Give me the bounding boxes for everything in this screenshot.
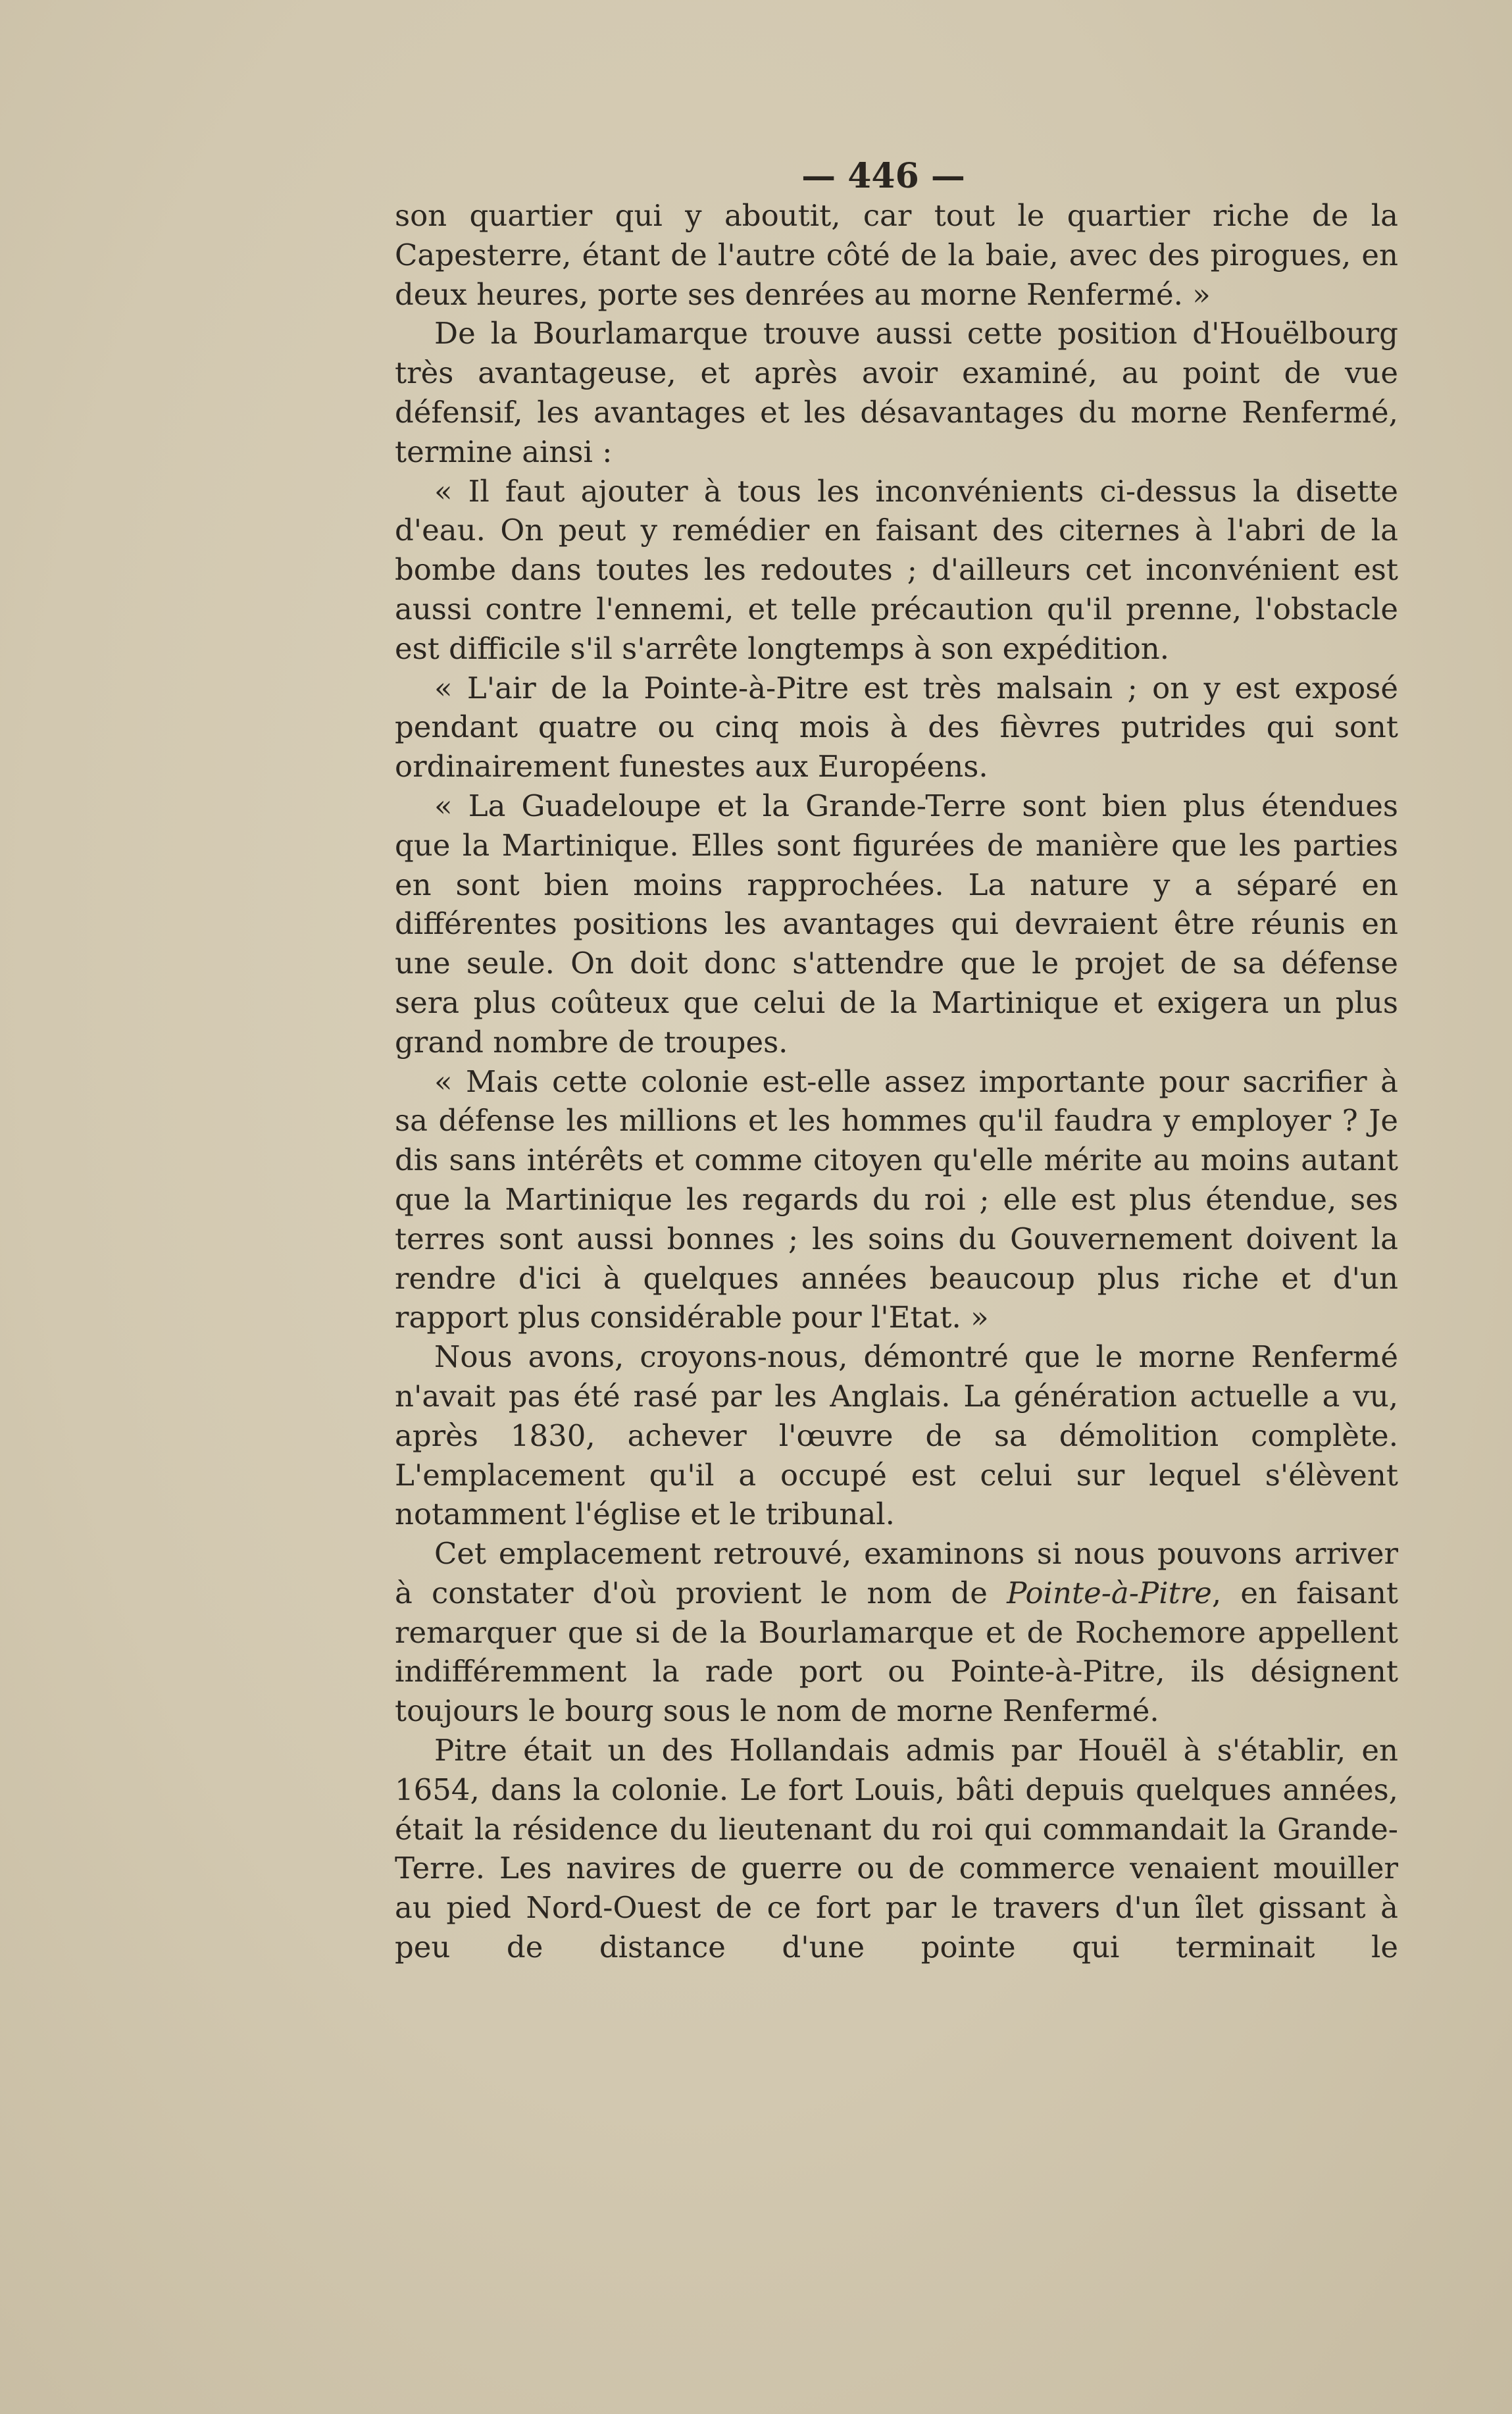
paragraph-9: Pitre était un des Hollandais admis par Houël à s'établir, en 1654, dans la colonie. Le fort Louis, bâti depuis quelques années, était la résidence du lieutenant du roi qui commandait la Grande-Terre. Les navires de guerre ou de commerce venaient mouiller au pied Nord-Ouest de ce fort par le travers d'un îlet gissant à peu de distance d'une pointe qui terminait le: [395, 1733, 1398, 1965]
paragraph-7: Nous avons, croyons-nous, démontré que le morne Renfermé n'avait pas été rasé par les Anglais. La génération actuelle a vu, après 1830, achever l'œuvre de sa démolition complète. L'emplacement qu'il a occupé est celui sur lequel s'élèvent notamment l'église et le tribunal.: [395, 1339, 1398, 1532]
paragraph-2: De la Bourlamarque trouve aussi cette position d'Houëlbourg très avantageuse, et après avoir examiné, au point de vue défensif, les avantages et les désavantages du morne Renfermé, termine ainsi :: [395, 316, 1398, 469]
paragraph-6: « Mais cette colonie est-elle assez importante pour sacrifier à sa défense les millions et les hommes qu'il faudra y employer ? Je dis sans intérêts et comme citoyen qu'elle mérite au moins autant que la Martinique les regards du roi ; elle est plus étendue, ses terres sont aussi bonnes ; les soins du Gouvernement doivent la rendre d'ici à quelques années beaucoup plus riche et d'un rapport plus considérable pour l'Etat. »: [395, 1064, 1398, 1335]
paragraph-5: « La Guadeloupe et la Grande-Terre sont bien plus étendues que la Martinique. Elles sont figurées de manière que les parties en sont bien moins rapprochées. La nature y a séparé en différentes positions les avantages qui devraient être réunis en une seule. On doit donc s'attendre que le projet de sa défense sera plus coûteux que celui de la Martinique et exigera un plus grand nombre de troupes.: [395, 788, 1398, 1060]
paragraph-1: son quartier qui y aboutit, car tout le quartier riche de la Capesterre, étant de l'autre côté de la baie, avec des pirogues, en deux heures, porte ses denrées au morne Renfermé. »: [395, 198, 1398, 312]
paragraph-4: « L'air de la Pointe-à-Pitre est très malsain ; on y est exposé pendant quatre ou cinq mois à des fièvres putrides qui sont ordinairement funestes aux Européens.: [395, 670, 1398, 784]
page-number: — 446 —: [801, 156, 965, 196]
page-body: [395, 157, 1398, 1967]
paragraph-3: « Il faut ajouter à tous les inconvénients ci-dessus la disette d'eau. On peut y remédier en faisant des citernes à l'abri de la bombe dans toutes les redoutes ; d'ailleurs cet inconvénient est aussi contre l'ennemi, et telle précaution qu'il prenne, l'obstacle est difficile s'il s'arrête longtemps à son expédition.: [395, 473, 1398, 666]
paragraph-8-before: Cet emplacement retrouvé, examinons si nous pouvons arriver à constater d'où provient le nom de: [395, 1536, 1398, 1610]
paragraph-8: [395, 1534, 1398, 1731]
paragraph-8-after: , en faisant remarquer que si de la Bourlamarque et de Rochemore appellent indifféremment la rade port ou Pointe-à-Pitre, ils désignent toujours le bourg sous le nom de morne Renfermé.: [395, 1575, 1399, 1729]
place-name-italic: Pointe-à-Pitre: [1007, 1575, 1212, 1610]
